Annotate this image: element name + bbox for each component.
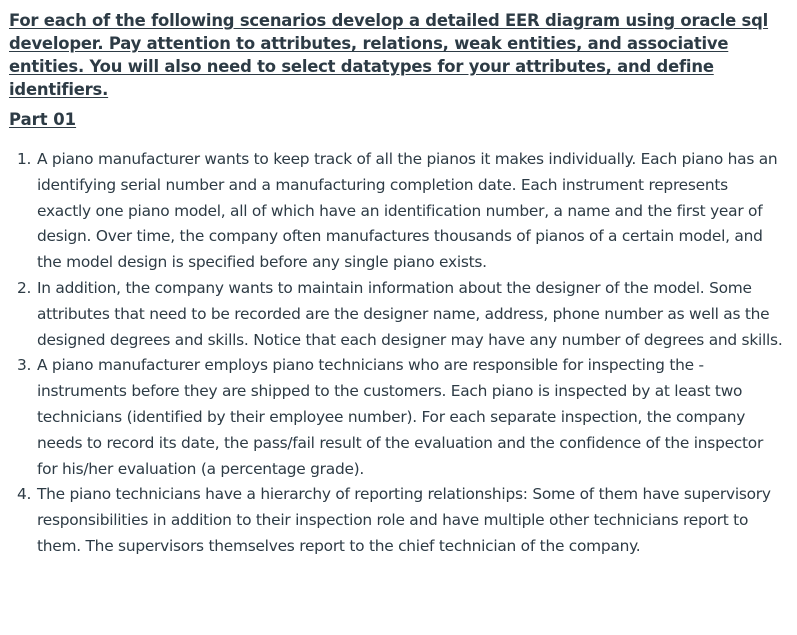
scenario-text: A piano manufacturer wants to keep track of all the pianos it makes individually. Each piano has an identifying serial number and a manufacturing completion date. Each instrument represents exactly one piano model, all of which have an identification number, a name and the first year of design. Over time, the company often manufactures thousands of pianos of a certain model, and the model design is specified before any single piano exists. bbox=[37, 150, 778, 272]
scenario-number: 3. bbox=[17, 356, 32, 375]
scenario-item-4 bbox=[17, 482, 785, 559]
scenario-text: The piano technicians have a hierarchy of reporting relationships: Some of them have supervisory responsibilities in addition to their inspection role and have multiple other technicians report to them. The supervisors themselves report to the chief technician of the company. bbox=[37, 485, 771, 555]
scenario-item-2 bbox=[17, 276, 785, 353]
instructions-text: For each of the following scenarios develop a detailed EER diagram using oracle sql developer. Pay attention to attributes, relations, weak entities, and associative entities. You will also need to select datatypes for your attributes, and define identifiers. bbox=[9, 11, 769, 99]
part-heading: Part 01 bbox=[9, 110, 77, 129]
scenario-item-1 bbox=[17, 147, 785, 276]
scenario-number: 2. bbox=[17, 278, 32, 297]
instructions-paragraph bbox=[9, 9, 785, 101]
scenario-list bbox=[9, 147, 785, 560]
scenario-number: 4. bbox=[17, 485, 32, 504]
scenario-item-3 bbox=[17, 353, 785, 482]
scenario-text: In addition, the company wants to maintain information about the designer of the model. Some attributes that need to be recorded are the designer name, address, phone number as well as the designed degrees and skills. Notice that each designer may have any number of degrees and skills. bbox=[37, 278, 783, 349]
scenario-number: 1. bbox=[17, 150, 32, 168]
scenario-text: A piano manufacturer employs piano technicians who are responsible for inspecting the -instruments before they are shipped to the customers. Each piano is inspected by at least two technicians (identified by their employee number). For each separate inspection, the company needs to record its date, the pass/fail result of the evaluation and the confidence of the inspector for his/her evaluation (a percentage grade). bbox=[37, 356, 764, 478]
